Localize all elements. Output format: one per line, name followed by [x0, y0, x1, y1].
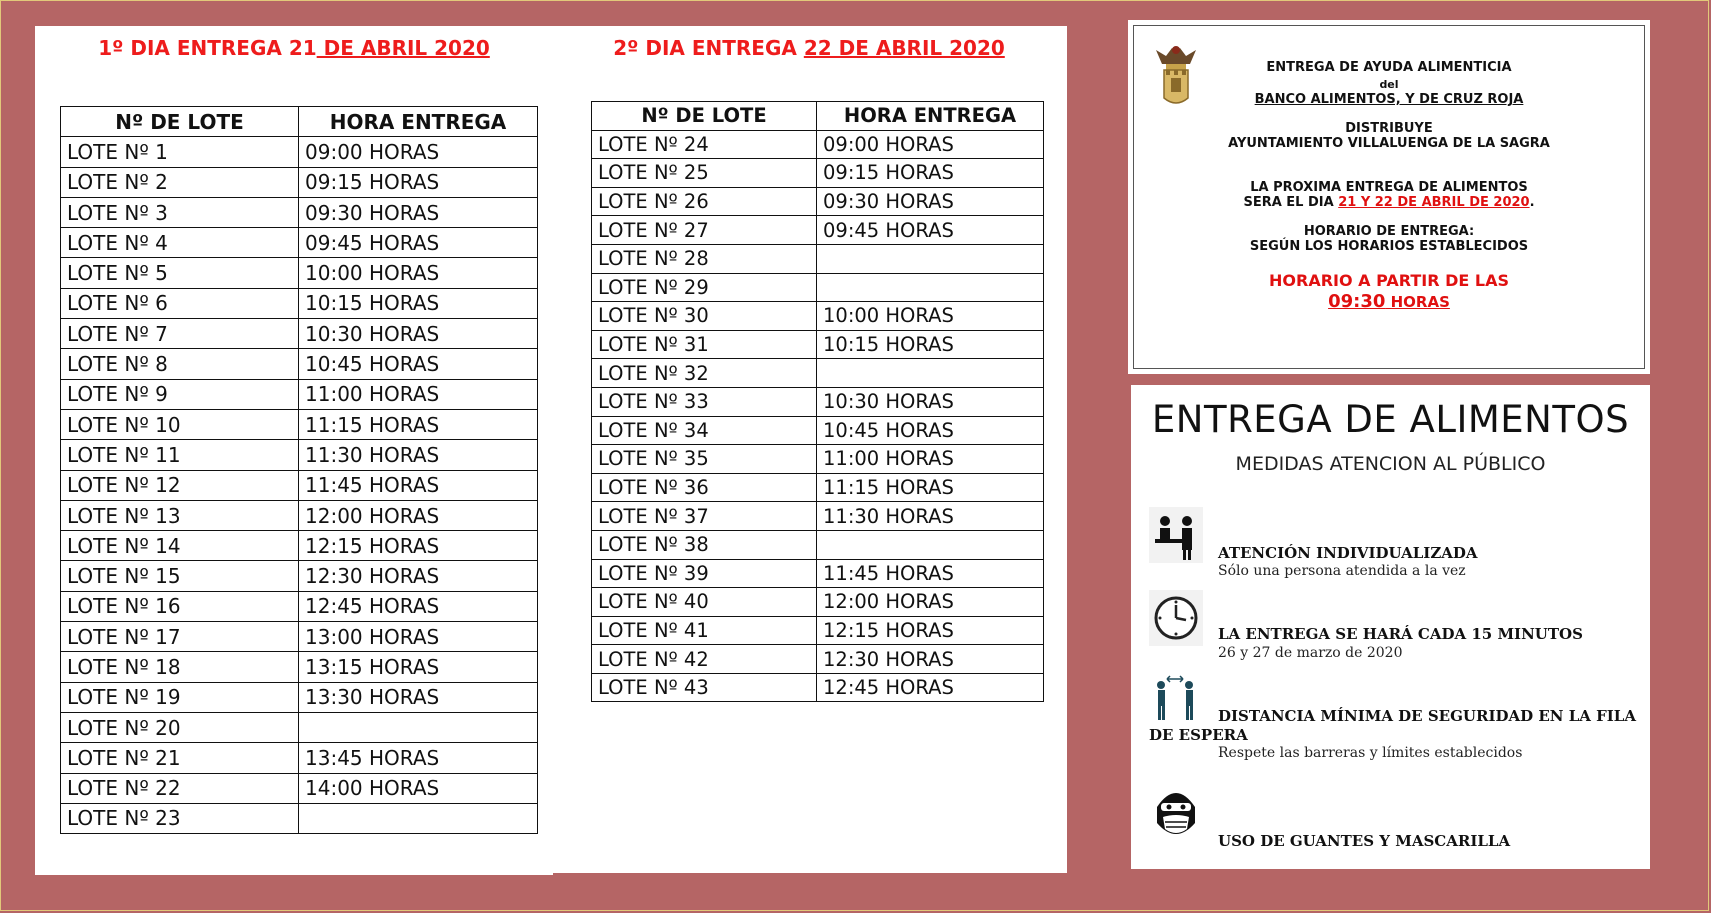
day2-panel	[551, 26, 1067, 873]
hora-cell: 10:00 HORAS	[299, 258, 538, 288]
table-row	[592, 473, 1044, 502]
lote-cell: LOTE Nº 12	[61, 470, 299, 500]
lote-cell: LOTE Nº 39	[592, 559, 817, 588]
lote-cell: LOTE Nº 10	[61, 409, 299, 439]
notice-schedule-label: HORARIO DE ENTREGA:	[1303, 224, 1475, 239]
measure-heading-3b: DE ESPERA	[1149, 726, 1248, 744]
day2-schedule-table	[591, 101, 1044, 702]
table-row	[592, 673, 1044, 702]
hora-cell: 11:00 HORAS	[817, 445, 1044, 474]
lote-cell: LOTE Nº 5	[61, 258, 299, 288]
table-row	[592, 530, 1044, 559]
hora-cell: 12:45 HORAS	[299, 591, 538, 621]
hora-cell: 09:00 HORAS	[817, 130, 1044, 159]
hora-cell	[299, 803, 538, 833]
hora-cell: 11:30 HORAS	[817, 502, 1044, 531]
hora-cell: 11:15 HORAS	[299, 409, 538, 439]
lote-cell: LOTE Nº 6	[61, 288, 299, 318]
table-row	[61, 167, 538, 197]
table-row	[592, 616, 1044, 645]
lote-cell: LOTE Nº 31	[592, 330, 817, 359]
notice-date-line: SERA EL DIA 21 Y 22 DE ABRIL DE 2020.	[1243, 195, 1535, 210]
lote-cell: LOTE Nº 15	[61, 561, 299, 591]
hora-cell: 12:00 HORAS	[299, 500, 538, 530]
measure-desc-2: 26 y 27 de marzo de 2020	[1218, 645, 1403, 661]
table-row	[61, 743, 538, 773]
distance-icon	[1149, 671, 1203, 727]
lote-cell: LOTE Nº 23	[61, 803, 299, 833]
hora-cell: 12:45 HORAS	[817, 673, 1044, 702]
day1-title: 1º DIA ENTREGA 21 DE ABRIL 2020	[98, 36, 490, 60]
column-header-lote: Nº DE LOTE	[61, 107, 299, 137]
lote-cell: LOTE Nº 38	[592, 530, 817, 559]
notice-next-delivery: LA PROXIMA ENTREGA DE ALIMENTOS	[1250, 180, 1528, 195]
table-row	[592, 416, 1044, 445]
hora-cell: 11:45 HORAS	[299, 470, 538, 500]
lote-cell: LOTE Nº 4	[61, 228, 299, 258]
hora-cell: 11:15 HORAS	[817, 473, 1044, 502]
hora-cell: 09:15 HORAS	[817, 159, 1044, 188]
lote-cell: LOTE Nº 40	[592, 588, 817, 617]
notice-del: del	[1379, 78, 1399, 91]
table-row	[61, 591, 538, 621]
hora-cell: 09:00 HORAS	[299, 137, 538, 167]
day2-title: 2º DIA ENTREGA 22 DE ABRIL 2020	[613, 36, 1005, 60]
table-row	[61, 803, 538, 833]
hora-cell	[299, 712, 538, 742]
hora-cell: 13:00 HORAS	[299, 622, 538, 652]
table-row	[61, 531, 538, 561]
table-row	[61, 197, 538, 227]
lote-cell: LOTE Nº 7	[61, 319, 299, 349]
lote-cell: LOTE Nº 28	[592, 244, 817, 273]
measure-heading-1: ATENCIÓN INDIVIDUALIZADA	[1218, 544, 1478, 562]
lote-cell: LOTE Nº 25	[592, 159, 817, 188]
hora-cell: 10:30 HORAS	[817, 387, 1044, 416]
hora-cell: 09:45 HORAS	[299, 228, 538, 258]
notice-start-label: HORARIO A PARTIR DE LAS	[1269, 271, 1509, 290]
table-row	[61, 137, 538, 167]
table-row	[592, 359, 1044, 388]
table-row	[592, 559, 1044, 588]
lote-cell: LOTE Nº 29	[592, 273, 817, 302]
table-row	[61, 500, 538, 530]
table-row	[61, 379, 538, 409]
hora-cell	[817, 530, 1044, 559]
table-row	[61, 288, 538, 318]
hora-cell: 13:30 HORAS	[299, 682, 538, 712]
table-row	[61, 470, 538, 500]
table-row	[61, 652, 538, 682]
lote-cell: LOTE Nº 13	[61, 500, 299, 530]
column-header-lote: Nº DE LOTE	[592, 102, 817, 131]
table-row	[61, 773, 538, 803]
table-row	[61, 349, 538, 379]
column-header-hora: HORA ENTREGA	[817, 102, 1044, 131]
table-row	[592, 387, 1044, 416]
lote-cell: LOTE Nº 9	[61, 379, 299, 409]
hora-cell	[817, 244, 1044, 273]
notice-schedule-rule: SEGÚN LOS HORARIOS ESTABLECIDOS	[1249, 239, 1529, 254]
hora-cell: 10:45 HORAS	[299, 349, 538, 379]
table-row	[592, 502, 1044, 531]
hora-cell: 12:30 HORAS	[817, 645, 1044, 674]
table-row	[592, 244, 1044, 273]
hora-cell: 11:00 HORAS	[299, 379, 538, 409]
table-header-row	[61, 107, 538, 137]
lote-cell: LOTE Nº 33	[592, 387, 817, 416]
table-row	[61, 561, 538, 591]
customer-service-icon	[1149, 507, 1203, 563]
measure-heading-3: DISTANCIA MÍNIMA DE SEGURIDAD EN LA FILA	[1218, 707, 1636, 725]
table-row	[592, 645, 1044, 674]
lote-cell: LOTE Nº 30	[592, 302, 817, 331]
lote-cell: LOTE Nº 32	[592, 359, 817, 388]
lote-cell: LOTE Nº 1	[61, 137, 299, 167]
table-row	[61, 440, 538, 470]
hora-cell: 10:00 HORAS	[817, 302, 1044, 331]
measures-title: ENTREGA DE ALIMENTOS	[1151, 398, 1630, 441]
lote-cell: LOTE Nº 2	[61, 167, 299, 197]
day1-schedule-table	[60, 106, 538, 834]
hora-cell: 13:45 HORAS	[299, 743, 538, 773]
hora-cell: 10:30 HORAS	[299, 319, 538, 349]
lote-cell: LOTE Nº 18	[61, 652, 299, 682]
table-row	[592, 273, 1044, 302]
lote-cell: LOTE Nº 20	[61, 712, 299, 742]
hora-cell: 10:15 HORAS	[299, 288, 538, 318]
lote-cell: LOTE Nº 36	[592, 473, 817, 502]
table-row	[592, 330, 1044, 359]
hora-cell: 12:15 HORAS	[817, 616, 1044, 645]
table-row	[592, 216, 1044, 245]
hora-cell: 09:30 HORAS	[299, 197, 538, 227]
table-row	[61, 409, 538, 439]
notice-organizations: BANCO ALIMENTOS, Y DE CRUZ ROJA	[1254, 92, 1524, 107]
lote-cell: LOTE Nº 8	[61, 349, 299, 379]
hora-cell: 11:30 HORAS	[299, 440, 538, 470]
hora-cell: 10:45 HORAS	[817, 416, 1044, 445]
hora-cell: 12:15 HORAS	[299, 531, 538, 561]
public-measures-panel	[1131, 385, 1650, 869]
measure-desc-3: Respete las barreras y límites establecidos	[1218, 745, 1523, 761]
notice-distribuye: DISTRIBUYE	[1345, 121, 1433, 136]
table-row	[61, 682, 538, 712]
notice-border	[1133, 25, 1645, 369]
lote-cell: LOTE Nº 3	[61, 197, 299, 227]
table-row	[592, 187, 1044, 216]
measure-heading-4: USO DE GUANTES Y MASCARILLA	[1218, 832, 1511, 850]
table-row	[592, 588, 1044, 617]
notice-start-time: 09:30 HORAS	[1328, 291, 1450, 312]
lote-cell: LOTE Nº 35	[592, 445, 817, 474]
table-row	[592, 302, 1044, 331]
table-row	[61, 622, 538, 652]
lote-cell: LOTE Nº 19	[61, 682, 299, 712]
hora-cell: 10:15 HORAS	[817, 330, 1044, 359]
lote-cell: LOTE Nº 21	[61, 743, 299, 773]
table-row	[592, 130, 1044, 159]
lote-cell: LOTE Nº 37	[592, 502, 817, 531]
hora-cell	[817, 273, 1044, 302]
lote-cell: LOTE Nº 24	[592, 130, 817, 159]
lote-cell: LOTE Nº 26	[592, 187, 817, 216]
table-row	[592, 445, 1044, 474]
notice-date: 21 Y 22 DE ABRIL DE 2020	[1338, 195, 1530, 210]
table-row	[61, 712, 538, 742]
clock-icon	[1149, 590, 1203, 646]
hora-cell: 12:30 HORAS	[299, 561, 538, 591]
lote-cell: LOTE Nº 17	[61, 622, 299, 652]
hora-cell: 12:00 HORAS	[817, 588, 1044, 617]
lote-cell: LOTE Nº 27	[592, 216, 817, 245]
hora-cell: 09:15 HORAS	[299, 167, 538, 197]
column-header-hora: HORA ENTREGA	[299, 107, 538, 137]
lote-cell: LOTE Nº 16	[61, 591, 299, 621]
hora-cell: 11:45 HORAS	[817, 559, 1044, 588]
day1-panel	[35, 26, 553, 875]
table-row	[61, 319, 538, 349]
hora-cell: 13:15 HORAS	[299, 652, 538, 682]
lote-cell: LOTE Nº 43	[592, 673, 817, 702]
lote-cell: LOTE Nº 41	[592, 616, 817, 645]
mask-icon	[1149, 783, 1203, 845]
measures-subtitle: MEDIDAS ATENCION AL PÚBLICO	[1235, 453, 1546, 475]
table-header-row	[592, 102, 1044, 131]
delivery-notice	[1128, 20, 1650, 374]
measure-heading-2: LA ENTREGA SE HARÁ CADA 15 MINUTOS	[1218, 625, 1583, 643]
hora-cell: 14:00 HORAS	[299, 773, 538, 803]
table-row	[61, 258, 538, 288]
lote-cell: LOTE Nº 11	[61, 440, 299, 470]
table-row	[592, 159, 1044, 188]
lote-cell: LOTE Nº 22	[61, 773, 299, 803]
lote-cell: LOTE Nº 14	[61, 531, 299, 561]
hora-cell	[817, 359, 1044, 388]
hora-cell: 09:30 HORAS	[817, 187, 1044, 216]
lote-cell: LOTE Nº 34	[592, 416, 817, 445]
notice-ayuntamiento: AYUNTAMIENTO VILLALUENGA DE LA SAGRA	[1228, 136, 1550, 151]
measure-desc-1: Sólo una persona atendida a la vez	[1218, 563, 1466, 579]
notice-title: ENTREGA DE AYUDA ALIMENTICIA	[1266, 60, 1512, 75]
table-row	[61, 228, 538, 258]
lote-cell: LOTE Nº 42	[592, 645, 817, 674]
hora-cell: 09:45 HORAS	[817, 216, 1044, 245]
